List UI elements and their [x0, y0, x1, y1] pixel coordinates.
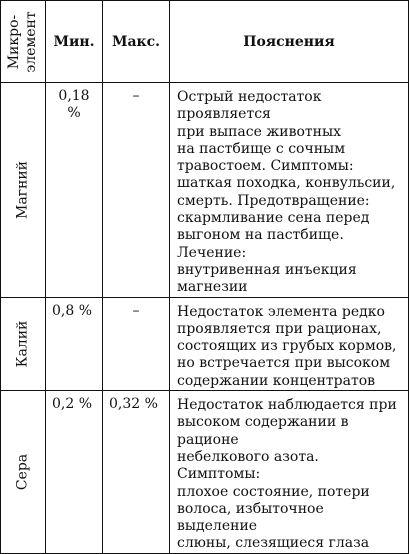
min-value: 0,18 %	[58, 88, 90, 121]
table-row	[1, 83, 409, 298]
max-value: –	[132, 88, 140, 104]
min-cell	[46, 297, 103, 390]
header-notes: Пояснения	[170, 1, 409, 83]
element-cell	[1, 391, 46, 554]
element-name: Сера	[14, 453, 31, 491]
max-value: –	[132, 302, 140, 319]
notes-cell	[170, 391, 409, 554]
min-cell	[46, 391, 103, 554]
notes-cell	[170, 297, 409, 390]
header-min: Мин.	[46, 1, 103, 83]
min-value: 0,2 %	[52, 396, 93, 413]
element-name: Магний	[14, 160, 31, 219]
notes-text: Недостаток элемента редко проявляется при рационах, состоящих из грубых кормов, но встречается при высоком содержании концентратов	[177, 303, 397, 389]
header-element: Микро- элемент	[6, 10, 39, 73]
element-cell	[1, 83, 46, 298]
header-element-cell	[1, 1, 46, 83]
header-max: Макс.	[103, 1, 170, 83]
table-row	[1, 391, 409, 554]
min-cell	[46, 83, 103, 298]
table-row	[1, 297, 409, 390]
notes-text: Острый недостаток проявляется при выпасе животных на пастбище с сочным травостоем. Симптомы: шаткая походка, конвульсии, смерть. Предотвращение: скармливание сена перед выгоном на пастбище. Лечение: внутривенная инъекция магнезии	[177, 89, 396, 296]
max-cell	[103, 391, 170, 554]
element-cell	[1, 297, 46, 390]
notes-text: Недостаток наблюдается при высоком содержании в рационе небелкового азота. Симптомы: плохое состояние, потери волоса, избыточное выделение слюны, слезящиеся глаза	[177, 397, 397, 552]
notes-cell	[170, 83, 409, 298]
max-cell	[103, 297, 170, 390]
max-value: 0,32 %	[109, 396, 158, 413]
element-name: Калий	[14, 320, 31, 368]
max-cell	[103, 83, 170, 298]
min-value: 0,8 %	[52, 302, 93, 319]
table-header-row	[1, 1, 409, 83]
